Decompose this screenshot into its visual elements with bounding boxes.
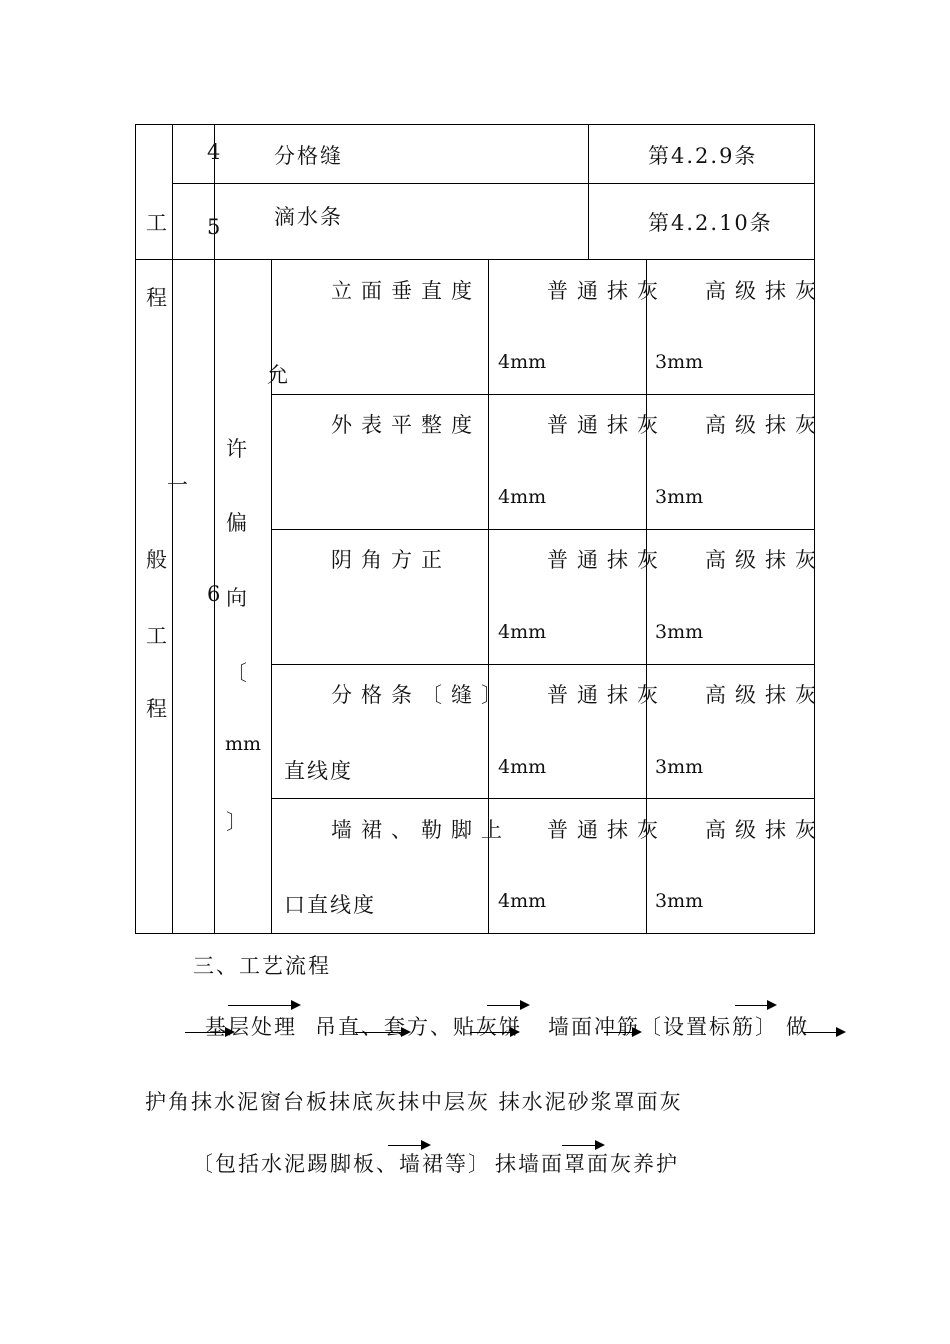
group-label-char: 向 bbox=[226, 586, 249, 610]
ordinary-value: 4mm bbox=[498, 890, 547, 912]
left-col-char: 程 bbox=[146, 286, 169, 310]
ordinary-label: 普通抹灰 bbox=[547, 279, 667, 303]
advanced-label: 高级抹灰 bbox=[705, 548, 825, 572]
flow-step: 基层处理 bbox=[205, 1015, 297, 1039]
deviation-item: 外表平整度 bbox=[331, 413, 481, 437]
row-number: 4 bbox=[207, 140, 223, 164]
group-label-char: 许 bbox=[226, 437, 249, 461]
advanced-label: 高级抹灰 bbox=[705, 683, 825, 707]
group-label-char: 〕 bbox=[226, 810, 249, 834]
flow-line-3-a: 〔包括水泥踢脚板、墙裙等〕 bbox=[192, 1152, 491, 1176]
group-label-char: 〔 bbox=[226, 661, 249, 685]
ordinary-label: 普通抹灰 bbox=[547, 683, 667, 707]
row-reference: 第4.2.10条 bbox=[648, 211, 773, 235]
left-col-char: 工 bbox=[146, 624, 169, 648]
deviation-item-line2: 直线度 bbox=[284, 759, 353, 783]
ordinary-label: 普通抹灰 bbox=[547, 548, 667, 572]
row-number: 6 bbox=[207, 582, 223, 606]
deviation-item: 阴角方正 bbox=[331, 548, 451, 572]
deviation-item: 墙裙、勒脚上 bbox=[331, 818, 511, 842]
flow-step: 做 bbox=[786, 1015, 809, 1039]
left-col-char: 般 bbox=[146, 548, 169, 572]
deviation-item: 分格条〔缝〕 bbox=[331, 683, 511, 707]
left-col-char: 程 bbox=[146, 697, 169, 721]
advanced-value: 3mm bbox=[655, 621, 704, 643]
left-col-char: 一 bbox=[167, 473, 190, 497]
group-label-char: 偏 bbox=[226, 511, 249, 535]
deviation-item: 立面垂直度 bbox=[331, 279, 481, 303]
ordinary-value: 4mm bbox=[498, 486, 547, 508]
row-item: 分格缝 bbox=[274, 144, 343, 168]
advanced-value: 3mm bbox=[655, 890, 704, 912]
ordinary-value: 4mm bbox=[498, 756, 547, 778]
section-heading: 三、工艺流程 bbox=[193, 954, 331, 978]
advanced-value: 3mm bbox=[655, 486, 704, 508]
group-label-char: 允 bbox=[267, 363, 290, 387]
flow-line-2: 护角抹水泥窗台板抹底灰抹中层灰 抹水泥砂浆罩面灰 bbox=[145, 1090, 683, 1114]
advanced-label: 高级抹灰 bbox=[705, 413, 825, 437]
row-reference: 第4.2.9条 bbox=[648, 144, 758, 168]
row-item: 滴水条 bbox=[274, 205, 343, 229]
row-number: 5 bbox=[207, 215, 223, 239]
group-label-char: mm bbox=[225, 733, 262, 755]
advanced-label: 高级抹灰 bbox=[705, 818, 825, 842]
flow-step: 墙面冲筋〔设置标筋〕 bbox=[548, 1015, 778, 1039]
ordinary-value: 4mm bbox=[498, 621, 547, 643]
deviation-item-line2: 口直线度 bbox=[284, 893, 376, 917]
ordinary-label: 普通抹灰 bbox=[547, 413, 667, 437]
advanced-value: 3mm bbox=[655, 756, 704, 778]
ordinary-value: 4mm bbox=[498, 351, 547, 373]
advanced-label: 高级抹灰 bbox=[705, 279, 825, 303]
flow-line-3-b: 抹墙面罩面灰养护 bbox=[495, 1152, 679, 1176]
left-col-char: 工 bbox=[146, 211, 169, 235]
advanced-value: 3mm bbox=[655, 351, 704, 373]
ordinary-label: 普通抹灰 bbox=[547, 818, 667, 842]
flow-step: 吊直、套方、贴灰饼 bbox=[315, 1015, 522, 1039]
